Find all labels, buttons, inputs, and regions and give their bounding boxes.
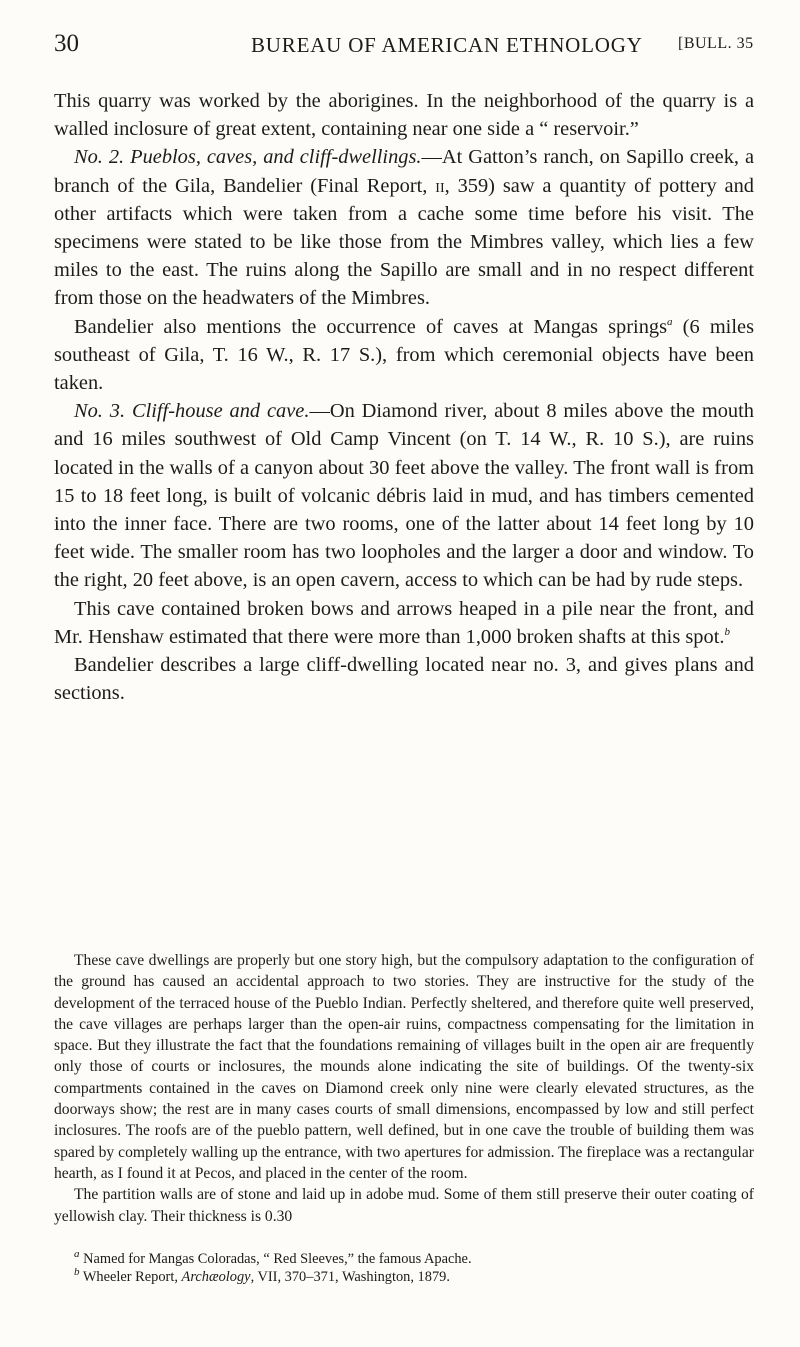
quote-paragraph: These cave dwellings are properly but one story high, but the compulsory adaptation to the configuration of the ground has caused an accidental approach to two stories. They are instructive for the study of the development of the terraced house of the Pueblo Indian. Perfectly sheltered, and therefore quite well preserved, the cave villages are perhaps larger than the open-air ruins, compactness compensating for the limitation in space. But they illustrate the fact that the foundations remaining of villages built in the open air are frequently only those of courts or inclosures, the mounds alone indicating the site of buildings. Of the twenty-six compartments contained in the caves on Diamond creek only nine were clearly elevated structures, as the doorways show; the rest are in many cases courts of small dimensions, encompassed by low and still perfect inclosures. The roofs are of the pueblo pattern, well defined, but in one cave the trouble of building them was spared by completely walling up the entrance, with two apertures for admission. The fireplace was a rectangular hearth, as I found it at Pecos, and placed in the center of the room. [54,952,754,1182]
paragraph-bows [54,595,754,651]
page-number: 30 [54,30,79,57]
section-text-cont: , 359) saw a quantity of pottery and other artifacts which were taken from a cache some time before his visit. The specimens were stated to be like those from the Mimbres valley, which lies a few miles to the east. The ruins along the Sapillo are small and in no respect different from those on the headwaters of the Mimbres. [54,174,754,310]
section-label: No. 3. [74,400,126,423]
section-label: No. 2. [74,146,125,169]
footnote-mark: a [74,1248,80,1261]
block-quotation [54,950,754,1227]
paragraph-quarry: This quarry was worked by the aborigines. In the neighborhood of the quarry is a walled inclosure of great extent, containing near one side a “ reservoir.” [54,90,754,141]
section-text: —On Diamond river, about 8 miles above the mouth and 16 miles southwest of Old Camp Vincent (on T. 14 W., R. 10 S.), are ruins located in the walls of a canyon about 30 feet above the valley. The front wall is from 15 to 18 feet long, is built of volcanic débris laid in mud, and has timbers cemented into the inner face. There are two rooms, one of the latter about 14 feet long by 10 feet wide. The smaller room has two loopholes and the larger a door and window. To the right, 20 feet above, is an open cavern, access to which can be had by rude steps. [54,400,754,592]
footnote-a [74,1250,754,1268]
main-text [54,87,754,707]
section-no-3 [54,397,754,594]
paragraph-text-cont: (6 miles southeast of Gila, T. 16 W., R. 17 S.), from which ceremonial objects have been taken. [54,315,754,395]
paragraph-mangas [54,313,754,398]
paragraph-text: This cave contained broken bows and arrows heaped in a pile near the front, and Mr. Henshaw estimated that there were more than 1,000 broken shafts at this spot. [54,597,754,648]
section-no-2 [54,143,754,312]
bulletin-label: [BULL. 35 [678,35,754,52]
footnote-text: Wheeler Report, [82,1269,182,1285]
footnote-text-cont: , VII, 370–371, Washington, 1879. [250,1269,450,1285]
footnote-work-title: Archæology [181,1269,251,1285]
running-header [54,30,754,60]
section-heading: Pueblos, caves, and cliff-dwellings. [130,146,422,169]
footnote-ref-b[interactable]: b [724,626,730,639]
footnote-b [74,1268,754,1286]
footnote-text: Named for Mangas Coloradas, “ Red Sleeves,” the famous Apache. [83,1251,472,1267]
paragraph-text: Bandelier also mentions the occurrence of caves at Mangas springs [74,315,668,338]
running-title: BUREAU OF AMERICAN ETHNOLOGY [251,33,643,57]
footnote-mark: b [74,1266,80,1279]
section-text: —At Gatton’s ranch, on Sapillo creek, a branch of the Gila, Bandelier (Final Report, [54,146,754,197]
quote-paragraph: The partition walls are of stone and laid up in adobe mud. Some of them still preserve their outer coating of yellowish clay. Their thickness is 0.30 [54,1186,754,1225]
footnote-ref-a[interactable]: a [667,315,673,328]
volume-ref: ii [435,174,445,197]
section-heading: Cliff-house and cave. [132,400,310,423]
paragraph-bandelier: Bandelier describes a large cliff-dwelling located near no. 3, and gives plans and sections. [54,654,754,705]
footnotes [54,1250,754,1286]
